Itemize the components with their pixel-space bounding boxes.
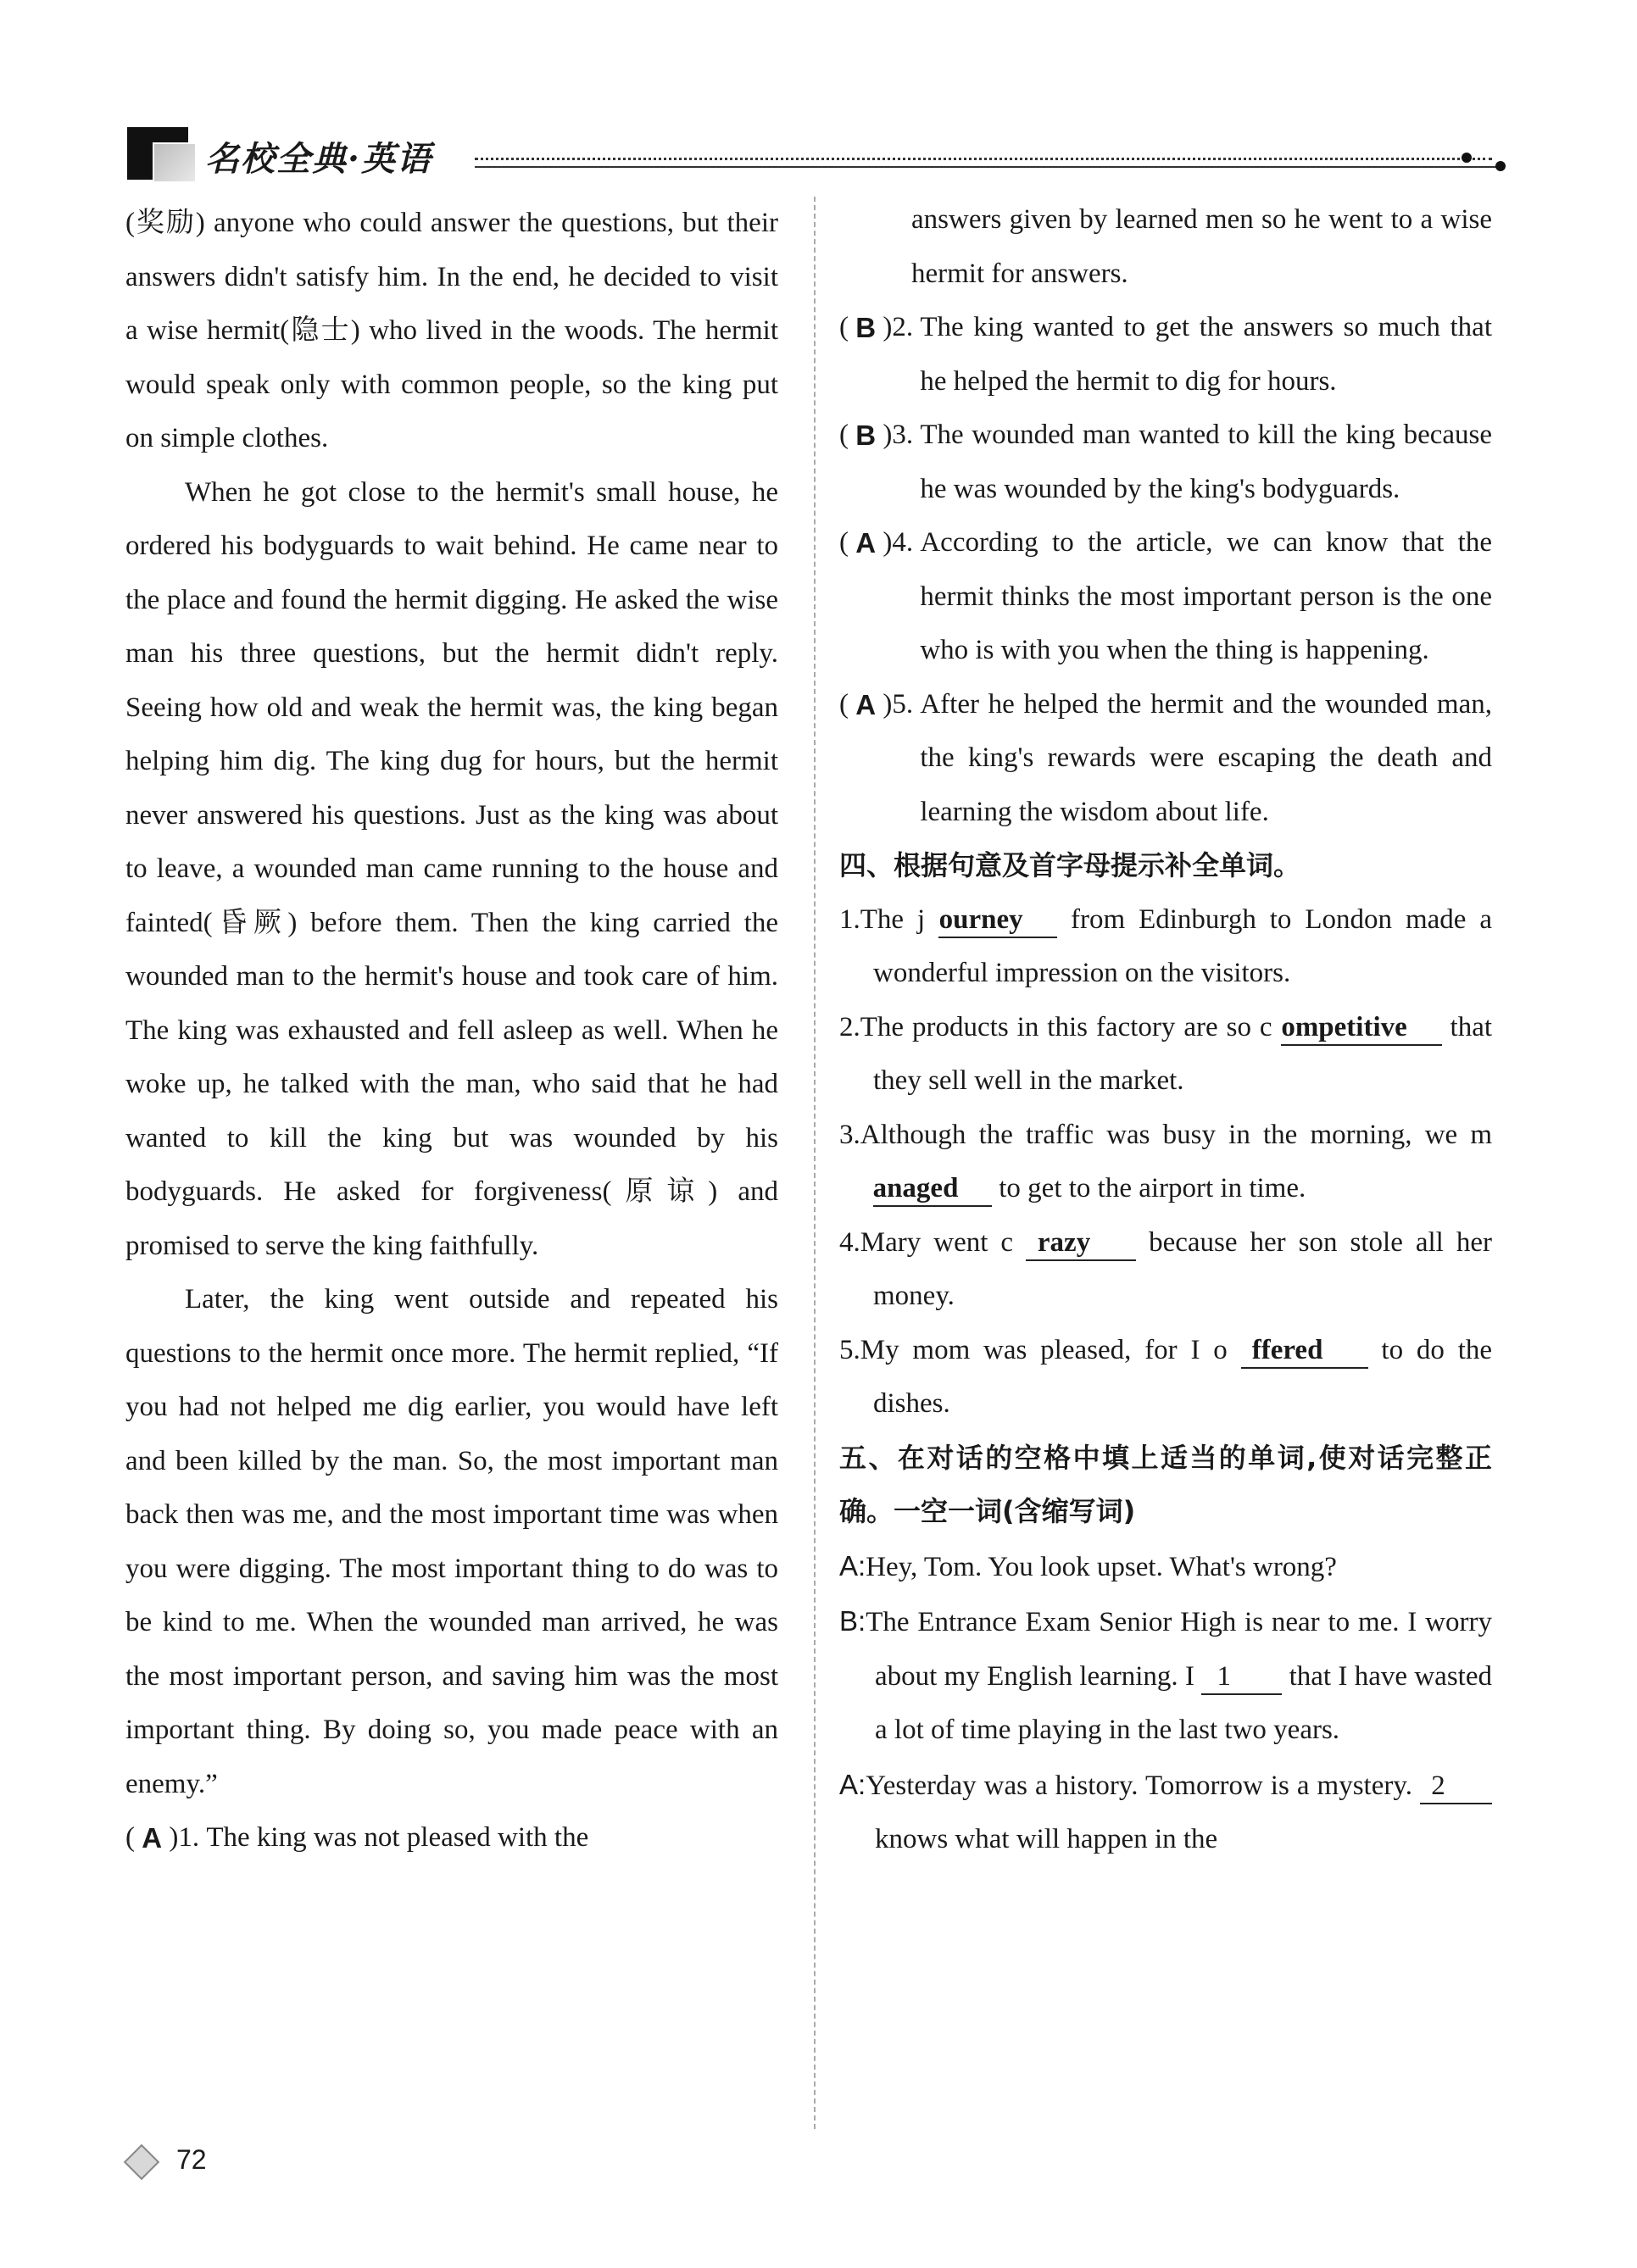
question-text: According to the article, we can know that the hermit thinks the most important person is the one who is with you when the thing is happening.	[920, 527, 1492, 665]
right-column	[839, 193, 1492, 1867]
fill-item-3	[839, 1109, 1492, 1216]
question-number: )4.	[876, 527, 921, 558]
header-rule-dot	[1495, 161, 1506, 171]
answer-blank: anaged	[873, 1171, 992, 1207]
item-text-after: from Edinburgh to London made a wonderful impression on the visitors.	[873, 903, 1492, 988]
dialogue-text-before: Yesterday was a history. Tomorrow is a mystery.	[866, 1770, 1420, 1801]
dialogue-text-after: that I have wasted a lot of time playing in the last two years.	[875, 1660, 1492, 1745]
question-text: The wounded man wanted to kill the king because he was wounded by the king's bodyguards.	[920, 420, 1492, 504]
question-number: )5.	[876, 688, 921, 720]
fill-item-1	[839, 893, 1492, 1001]
speaker-label: A:	[839, 1768, 866, 1800]
question-answer: A	[142, 1822, 163, 1854]
header-logo-accent	[153, 142, 197, 183]
speaker-label: A:	[839, 1549, 866, 1581]
question-answer: A	[855, 688, 877, 720]
left-column	[125, 197, 778, 1865]
question-number: )3.	[876, 420, 921, 450]
column-divider	[814, 197, 816, 2129]
item-text-before: My mom was pleased, for I o	[860, 1334, 1241, 1365]
dialogue-line-2	[839, 1594, 1492, 1758]
item-number: 1.	[839, 903, 860, 935]
question-answer: B	[855, 312, 877, 343]
question-5	[839, 678, 1492, 840]
speaker-label: B:	[839, 1605, 866, 1637]
page-number: 72	[176, 2144, 207, 2175]
question-text-part1: The king was not pleased with the	[206, 1822, 589, 1853]
item-text-before: The products in this factory are so c	[860, 1011, 1281, 1042]
question-number: )1.	[162, 1822, 207, 1853]
question-1-continued	[839, 193, 1492, 301]
answer-blank: ffered	[1241, 1333, 1368, 1369]
item-number: 2.	[839, 1011, 860, 1042]
question-text: The king wanted to get the answers so much that he helped the hermit to dig for hours.	[920, 312, 1492, 397]
dialogue-line-1	[839, 1539, 1492, 1595]
section-4-heading: 四、根据句意及首字母提示补全单词。	[839, 849, 1301, 881]
item-text-before: The j	[860, 903, 939, 935]
question-text-part2: answers given by learned men so he went to a wise hermit for answers.	[911, 204, 1492, 289]
fill-item-5	[839, 1324, 1492, 1431]
question-answer: B	[855, 420, 877, 451]
item-text-before: Mary went c	[860, 1226, 1027, 1258]
dialogue-text: Hey, Tom. You look upset. What's wrong?	[866, 1551, 1337, 1582]
question-answer: A	[855, 527, 877, 559]
passage-paragraph-3: Later, the king went outside and repeated his questions to the hermit once more. The hermit replied, “If you had not helped me dig earlier, you would have left and been killed by the man. So, the most important man back then was me, and the most important time was when you were digging. The most important thing to do was to be kind to me. When the wounded man arrived, he was the most important person, and saving him was the most important thing. By doing so, you made peace with an enemy.”	[125, 1284, 778, 1799]
fill-item-2	[839, 1001, 1492, 1109]
section-5-heading: 五、在对话的空格中填上适当的单词,使对话完整正确。一空一词(含缩写词)	[839, 1441, 1492, 1527]
header-title: 名校全典·英语	[205, 139, 432, 179]
fill-item-4	[839, 1216, 1492, 1324]
answer-blank: razy	[1026, 1226, 1136, 1261]
dialogue-line-3	[839, 1758, 1492, 1867]
diamond-icon	[124, 2144, 159, 2180]
item-number: 5.	[839, 1334, 860, 1365]
passage-paragraph-1: (奖励) anyone who could answer the questions, but their answers didn't satisfy him. In the end, he decided to visit a wise hermit(隐士) who lived in the woods. The hermit would speak only with common people, so the king put on simple clothes.	[125, 208, 778, 453]
passage-paragraph-2: When he got close to the hermit's small house, he ordered his bodyguards to wait behind. He came near to the place and found the hermit digging. He asked the wise man his three questions, but the hermit didn't reply. Seeing how old and weak the hermit was, the king began helping him dig. The king dug for hours, but the hermit never answered his questions. Just as the king was about to leave, a wounded man came running to the house and fainted(昏厥) before them. Then the king carried the wounded man to the hermit's house and took care of him. The king was exhausted and fell asleep as well. When he woke up, he talked with the man, who said that he had wanted to kill the king but was wounded by his bodyguards. He asked for forgiveness(原谅) and promised to serve the king faithfully.	[125, 476, 778, 1261]
question-open: (	[125, 1822, 142, 1853]
question-3	[839, 409, 1492, 516]
dialogue-text-after: knows what will happen in the	[875, 1824, 1218, 1854]
question-number: )2.	[876, 312, 921, 342]
question-open: (	[839, 688, 856, 720]
answer-blank: ompetitive	[1281, 1010, 1442, 1046]
dialogue-blank: 2	[1420, 1769, 1492, 1804]
item-text-after: to do the dishes.	[873, 1334, 1493, 1419]
question-open: (	[839, 420, 856, 450]
question-4	[839, 516, 1492, 678]
question-2	[839, 301, 1492, 409]
item-text-after: to get to the airport in time.	[992, 1173, 1306, 1203]
item-text-before: Although the traffic was busy in the morning, we m	[860, 1119, 1492, 1150]
item-number: 3.	[839, 1119, 860, 1150]
question-text: After he helped the hermit and the wounded man, the king's rewards were escaping the death and learning the wisdom about life.	[920, 688, 1492, 827]
item-number: 4.	[839, 1226, 860, 1258]
dialogue-text-before: The Entrance Exam Senior High is near to me. I worry about my English learning. I	[866, 1607, 1492, 1692]
item-text-after: because her son stole all her money.	[873, 1226, 1492, 1311]
answer-blank: ourney	[938, 903, 1057, 938]
header-solid-rule	[475, 166, 1501, 168]
header-rule-dot	[1462, 153, 1472, 163]
item-text-after: that they sell well in the market.	[873, 1011, 1493, 1096]
question-open: (	[839, 312, 856, 342]
dialogue-blank: 1	[1201, 1659, 1282, 1695]
question-open: (	[839, 527, 856, 558]
question-1	[125, 1811, 778, 1865]
header-dotted-rule	[475, 158, 1492, 160]
page-header	[127, 127, 1501, 186]
